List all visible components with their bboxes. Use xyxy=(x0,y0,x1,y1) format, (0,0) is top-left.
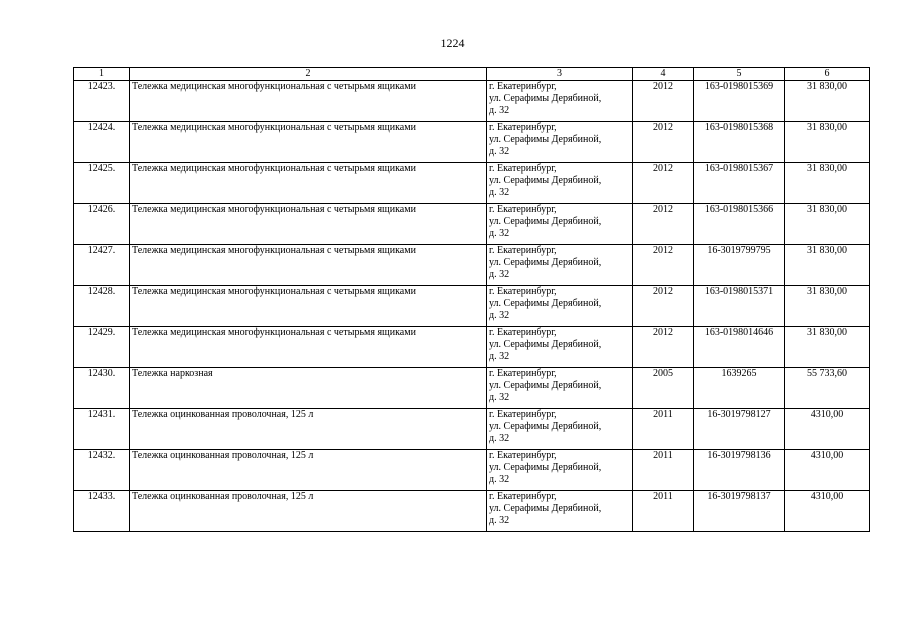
address-line: ул. Серафимы Дерябиной, xyxy=(489,503,602,514)
table-row xyxy=(74,163,870,204)
item-cost-cell: 31 830,00 xyxy=(785,163,870,204)
item-inventory-number-cell: 16-3019799795 xyxy=(694,245,785,286)
column-header: 2 xyxy=(130,68,487,81)
address-line: д. 32 xyxy=(489,351,510,362)
item-name-cell: Тележка медицинская многофункциональная с четырьмя ящиками xyxy=(130,163,487,204)
item-number-cell: 12424. xyxy=(74,122,130,163)
address-line: д. 32 xyxy=(489,228,510,239)
item-year-cell: 2011 xyxy=(633,491,694,532)
address-line: г. Екатеринбург, xyxy=(489,204,557,215)
address-line: ул. Серафимы Дерябиной, xyxy=(489,462,602,473)
item-address-cell xyxy=(487,368,633,409)
column-number-row xyxy=(74,68,870,81)
address-line: г. Екатеринбург, xyxy=(489,327,557,338)
page-number: 1224 xyxy=(440,36,465,50)
item-inventory-number-cell: 16-3019798136 xyxy=(694,450,785,491)
item-cost-cell: 31 830,00 xyxy=(785,327,870,368)
column-header: 6 xyxy=(785,68,870,81)
item-inventory-number-cell: 1639265 xyxy=(694,368,785,409)
item-inventory-number-cell: 163-0198015368 xyxy=(694,122,785,163)
item-cost-cell: 31 830,00 xyxy=(785,245,870,286)
item-name-cell: Тележка медицинская многофункциональная с четырьмя ящиками xyxy=(130,286,487,327)
address-line: ул. Серафимы Дерябиной, xyxy=(489,298,602,309)
address-line: ул. Серафимы Дерябиной, xyxy=(489,339,602,350)
item-address-cell xyxy=(487,81,633,122)
item-inventory-number-cell: 163-0198015366 xyxy=(694,204,785,245)
address-line: д. 32 xyxy=(489,515,510,526)
address-line: ул. Серафимы Дерябиной, xyxy=(489,257,602,268)
table-row xyxy=(74,286,870,327)
address-line: г. Екатеринбург, xyxy=(489,409,557,420)
item-number-cell: 12433. xyxy=(74,491,130,532)
item-number-cell: 12432. xyxy=(74,450,130,491)
address-line: ул. Серафимы Дерябиной, xyxy=(489,216,602,227)
item-address-cell xyxy=(487,450,633,491)
item-number-cell: 12430. xyxy=(74,368,130,409)
item-year-cell: 2005 xyxy=(633,368,694,409)
item-cost-cell: 55 733,60 xyxy=(785,368,870,409)
item-cost-cell: 4310,00 xyxy=(785,450,870,491)
item-inventory-number-cell: 16-3019798137 xyxy=(694,491,785,532)
address-line: д. 32 xyxy=(489,269,510,280)
item-address-cell xyxy=(487,409,633,450)
address-line: ул. Серафимы Дерябиной, xyxy=(489,175,602,186)
item-cost-cell: 31 830,00 xyxy=(785,81,870,122)
item-inventory-number-cell: 163-0198014646 xyxy=(694,327,785,368)
item-number-cell: 12423. xyxy=(74,81,130,122)
item-name-cell: Тележка медицинская многофункциональная с четырьмя ящиками xyxy=(130,245,487,286)
table-row xyxy=(74,450,870,491)
item-year-cell: 2011 xyxy=(633,409,694,450)
item-number-cell: 12425. xyxy=(74,163,130,204)
address-line: г. Екатеринбург, xyxy=(489,81,557,92)
item-year-cell: 2012 xyxy=(633,163,694,204)
address-line: д. 32 xyxy=(489,146,510,157)
table-row xyxy=(74,245,870,286)
address-line: д. 32 xyxy=(489,474,510,485)
item-name-cell: Тележка оцинкованная проволочная, 125 л xyxy=(130,450,487,491)
address-line: д. 32 xyxy=(489,187,510,198)
item-inventory-number-cell: 163-0198015369 xyxy=(694,81,785,122)
item-number-cell: 12431. xyxy=(74,409,130,450)
item-year-cell: 2012 xyxy=(633,286,694,327)
item-inventory-number-cell: 163-0198015371 xyxy=(694,286,785,327)
item-address-cell xyxy=(487,286,633,327)
item-number-cell: 12426. xyxy=(74,204,130,245)
address-line: д. 32 xyxy=(489,392,510,403)
table-row xyxy=(74,204,870,245)
table-body xyxy=(74,81,870,532)
address-line: д. 32 xyxy=(489,105,510,116)
item-year-cell: 2012 xyxy=(633,327,694,368)
item-cost-cell: 4310,00 xyxy=(785,409,870,450)
table-row xyxy=(74,491,870,532)
item-address-cell xyxy=(487,327,633,368)
address-line: г. Екатеринбург, xyxy=(489,163,557,174)
item-year-cell: 2012 xyxy=(633,81,694,122)
address-line: д. 32 xyxy=(489,310,510,321)
item-name-cell: Тележка медицинская многофункциональная с четырьмя ящиками xyxy=(130,122,487,163)
address-line: г. Екатеринбург, xyxy=(489,245,557,256)
item-number-cell: 12427. xyxy=(74,245,130,286)
item-name-cell: Тележка наркозная xyxy=(130,368,487,409)
column-header: 4 xyxy=(633,68,694,81)
item-inventory-number-cell: 16-3019798127 xyxy=(694,409,785,450)
table-row xyxy=(74,81,870,122)
item-name-cell: Тележка оцинкованная проволочная, 125 л xyxy=(130,491,487,532)
item-number-cell: 12428. xyxy=(74,286,130,327)
table-row xyxy=(74,409,870,450)
item-name-cell: Тележка медицинская многофункциональная с четырьмя ящиками xyxy=(130,327,487,368)
address-line: г. Екатеринбург, xyxy=(489,491,557,502)
item-number-cell: 12429. xyxy=(74,327,130,368)
table-row xyxy=(74,327,870,368)
item-cost-cell: 31 830,00 xyxy=(785,122,870,163)
item-year-cell: 2011 xyxy=(633,450,694,491)
table-row xyxy=(74,368,870,409)
item-name-cell: Тележка медицинская многофункциональная с четырьмя ящиками xyxy=(130,204,487,245)
item-address-cell xyxy=(487,163,633,204)
address-line: г. Екатеринбург, xyxy=(489,122,557,133)
item-address-cell xyxy=(487,491,633,532)
column-header: 5 xyxy=(694,68,785,81)
item-address-cell xyxy=(487,122,633,163)
item-name-cell: Тележка оцинкованная проволочная, 125 л xyxy=(130,409,487,450)
item-year-cell: 2012 xyxy=(633,122,694,163)
address-line: г. Екатеринбург, xyxy=(489,450,557,461)
item-inventory-number-cell: 163-0198015367 xyxy=(694,163,785,204)
address-line: ул. Серафимы Дерябиной, xyxy=(489,421,602,432)
item-address-cell xyxy=(487,204,633,245)
address-line: г. Екатеринбург, xyxy=(489,286,557,297)
address-line: ул. Серафимы Дерябиной, xyxy=(489,380,602,391)
address-line: ул. Серафимы Дерябиной, xyxy=(489,134,602,145)
address-line: ул. Серафимы Дерябиной, xyxy=(489,93,602,104)
item-cost-cell: 31 830,00 xyxy=(785,286,870,327)
column-header: 1 xyxy=(74,68,130,81)
item-cost-cell: 4310,00 xyxy=(785,491,870,532)
item-year-cell: 2012 xyxy=(633,245,694,286)
item-address-cell xyxy=(487,245,633,286)
item-name-cell: Тележка медицинская многофункциональная с четырьмя ящиками xyxy=(130,81,487,122)
address-line: д. 32 xyxy=(489,433,510,444)
item-year-cell: 2012 xyxy=(633,204,694,245)
property-registry-table xyxy=(73,67,870,532)
table-row xyxy=(74,122,870,163)
item-cost-cell: 31 830,00 xyxy=(785,204,870,245)
address-line: г. Екатеринбург, xyxy=(489,368,557,379)
column-header: 3 xyxy=(487,68,633,81)
